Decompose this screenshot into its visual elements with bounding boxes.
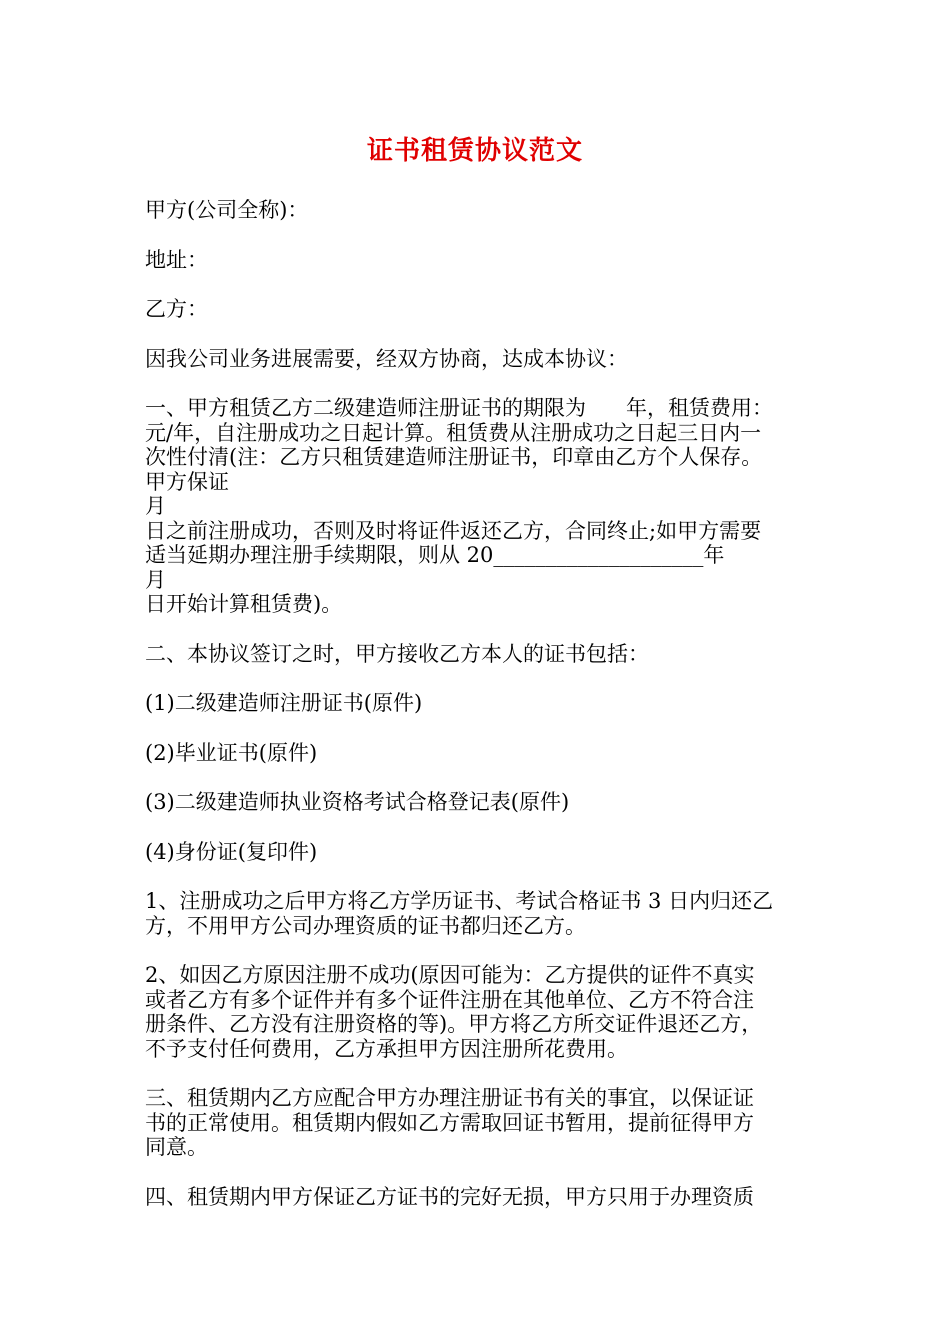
document-body (145, 198, 815, 1234)
clause-1-line: 月 (145, 494, 166, 518)
note-2-paragraph (145, 963, 815, 1061)
clause-1-line: 日开始计算租赁费)。 (145, 592, 343, 616)
clause-1-line: 日之前注册成功，否则及时将证件返还乙方，合同终止;如甲方需要 (145, 518, 762, 543)
clause-2-paragraph: 二、本协议签订之时，甲方接收乙方本人的证书包括： (145, 641, 649, 666)
note-1-line: 1、注册成功之后甲方将乙方学历证书、考试合格证书 3 日内归还乙 (145, 889, 774, 913)
clause-3-line: 书的正常使用。租赁期内假如乙方需取回证书暂用，提前征得甲方 (145, 1110, 754, 1135)
note-2-line: 不予支付任何费用，乙方承担甲方因注册所花费用。 (145, 1036, 628, 1061)
note-2-line: 或者乙方有多个证件并有多个证件注册在其他单位、乙方不符合注 (145, 987, 754, 1012)
clause-1-line: 一、甲方租赁乙方二级建造师注册证书的期限为 年，租赁费用： (145, 396, 774, 420)
party-b-line: 乙方： (145, 297, 208, 321)
clause-1-line: 甲方保证 (145, 469, 229, 494)
clause-1-line: 次性付清(注：乙方只租赁建造师注册证书，印章由乙方个人保存。 (145, 445, 763, 469)
clause-4-line: 四、租赁期内甲方保证乙方证书的完好无损，甲方只用于办理资质 (145, 1184, 754, 1209)
certificate-item-4: (4)身份证(复印件) (145, 839, 318, 864)
certificate-item-1: (1)二级建造师注册证书(原件) (145, 691, 423, 715)
address-line: 地址： (145, 247, 208, 272)
note-2-line: 册条件、乙方没有注册资格的等)。甲方将乙方所交证件退还乙方， (145, 1012, 763, 1036)
document-title: 证书租赁协议范文 (366, 136, 583, 166)
clause-4-paragraph (145, 1185, 815, 1210)
clause-1-paragraph (145, 396, 815, 617)
clause-1-line: 元/年，自注册成功之日起计算。租赁费从注册成功之日起三日内一 (145, 420, 762, 445)
certificate-item-3: (3)二级建造师执业资格考试合格登记表(原件) (145, 790, 570, 814)
clause-1-line: 适当延期办理注册手续期限，则从 20____________________年 (145, 543, 725, 567)
clause-3-paragraph (145, 1086, 815, 1160)
clause-1-line: 月 (145, 567, 166, 592)
note-1-paragraph (145, 889, 815, 938)
clause-3-line: 同意。 (145, 1135, 208, 1159)
clause-3-line: 三、租赁期内乙方应配合甲方办理注册证书有关的事宜，以保证证 (145, 1086, 754, 1110)
note-2-line: 2、如因乙方原因注册不成功(原因可能为：乙方提供的证件不真实 (145, 963, 755, 987)
party-a-line: 甲方(公司全称)： (145, 198, 309, 222)
intro-paragraph: 因我公司业务进展需要，经双方协商，达成本协议： (145, 346, 628, 371)
note-1-line: 方，不用甲方公司办理资质的证书都归还乙方。 (145, 913, 586, 938)
certificate-item-2: (2)毕业证书(原件) (145, 740, 318, 765)
